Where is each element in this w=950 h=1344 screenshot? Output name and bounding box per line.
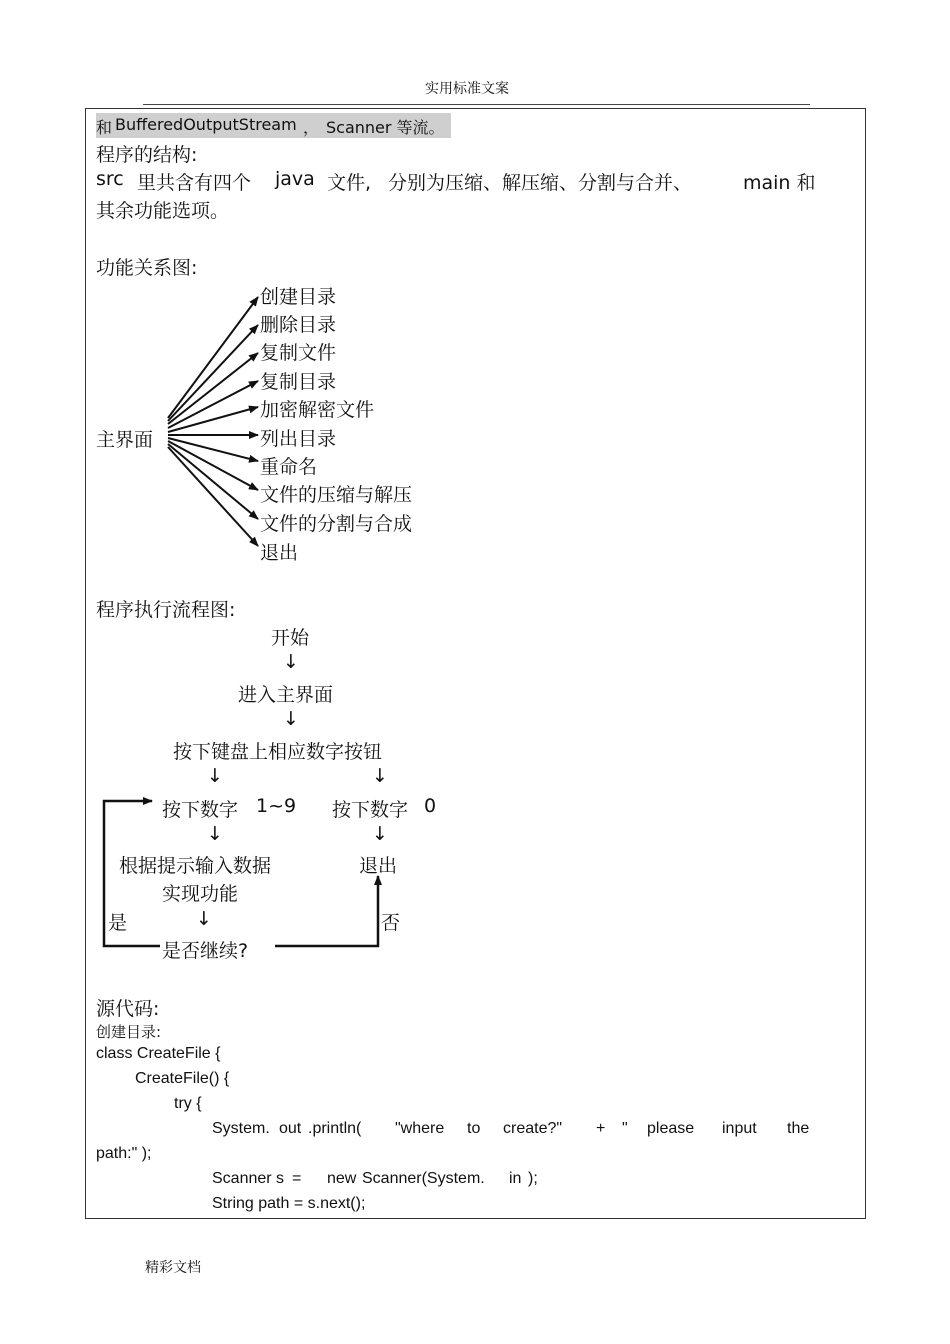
flow-input-data: 根据提示输入数据 bbox=[119, 855, 272, 877]
flow-heading: 程序执行流程图: bbox=[96, 599, 236, 621]
structure-text-a: 里共含有四个 bbox=[137, 172, 252, 194]
structure-line2: 其余功能选项。 bbox=[96, 200, 230, 222]
code-line-6-scanner: Scanner s bbox=[212, 1170, 285, 1187]
flow-realize: 实现功能 bbox=[162, 883, 239, 905]
code-line-5: path:" ); bbox=[96, 1145, 152, 1162]
code-line-6-in: in bbox=[509, 1170, 522, 1187]
relation-item-delete-dir: 删除目录 bbox=[260, 314, 337, 336]
relation-item-copy-file: 复制文件 bbox=[260, 342, 337, 364]
flow-arrow-4: ↓ bbox=[372, 765, 388, 787]
relation-item-create-dir: 创建目录 bbox=[260, 286, 337, 308]
flow-press-0-value: 0 bbox=[424, 795, 437, 817]
relation-item-encrypt: 加密解密文件 bbox=[260, 399, 375, 421]
flow-press-key: 按下键盘上相应数字按钮 bbox=[173, 741, 383, 763]
code-line-2: CreateFile() { bbox=[135, 1070, 230, 1087]
code-line-4-println: .println( bbox=[308, 1120, 362, 1137]
flow-press-19-value: 1~9 bbox=[256, 795, 297, 817]
flow-press-19-label: 按下数字 bbox=[162, 799, 239, 821]
page-footer: 精彩文档 bbox=[145, 1260, 201, 1276]
streams-scanner: Scanner 等流。 bbox=[326, 118, 445, 137]
code-line-4-input: input bbox=[722, 1120, 757, 1137]
code-line-4-create: create?" bbox=[503, 1120, 563, 1137]
relation-item-exit: 退出 bbox=[260, 542, 299, 564]
code-line-4-quote: " bbox=[622, 1120, 628, 1137]
code-line-7: String path = s.next(); bbox=[212, 1195, 366, 1212]
streams-he: 和 bbox=[96, 118, 113, 137]
flow-arrow-2: ↓ bbox=[283, 708, 299, 730]
relation-arrow-9 bbox=[168, 444, 258, 519]
structure-main: main 和 bbox=[743, 172, 816, 194]
code-line-4-plus: + bbox=[596, 1120, 606, 1137]
code-line-1: class CreateFile { bbox=[96, 1045, 221, 1062]
relation-item-rename: 重命名 bbox=[260, 456, 318, 478]
flow-arrow-7: ↓ bbox=[196, 908, 212, 930]
streams-comma: ， bbox=[303, 118, 320, 137]
relation-arrow-5 bbox=[168, 407, 258, 432]
code-line-6-equals: = bbox=[292, 1170, 302, 1187]
source-heading: 源代码: bbox=[96, 998, 160, 1020]
relation-arrow-1 bbox=[168, 297, 258, 418]
structure-heading: 程序的结构: bbox=[96, 144, 198, 166]
code-line-4-the: the bbox=[787, 1120, 810, 1137]
flow-yes-label: 是 bbox=[108, 912, 128, 934]
code-line-4-please: please bbox=[647, 1120, 695, 1137]
code-line-4-system: System. bbox=[212, 1120, 270, 1137]
flow-arrow-6: ↓ bbox=[372, 823, 388, 845]
relation-item-compress: 文件的压缩与解压 bbox=[260, 484, 413, 506]
code-line-4-where: "where bbox=[395, 1120, 445, 1137]
page-header-title: 实用标准文案 bbox=[425, 81, 509, 97]
flow-press-0-label: 按下数字 bbox=[332, 799, 409, 821]
code-line-4-to: to bbox=[467, 1120, 481, 1137]
relation-arrow-7 bbox=[168, 438, 258, 461]
flow-arrow-1: ↓ bbox=[283, 651, 299, 673]
flow-start: 开始 bbox=[271, 627, 310, 649]
code-line-6-close: ); bbox=[528, 1170, 538, 1187]
code-line-4-out: out bbox=[279, 1120, 302, 1137]
relation-item-list-dir: 列出目录 bbox=[260, 428, 337, 450]
code-line-3: try { bbox=[174, 1095, 202, 1112]
structure-java: java bbox=[275, 168, 315, 190]
source-sub-heading: 创建目录: bbox=[96, 1023, 162, 1041]
structure-text-b: 文件, bbox=[327, 172, 372, 194]
flow-no-branch bbox=[275, 876, 378, 946]
code-line-6-ctor: Scanner(System. bbox=[362, 1170, 485, 1187]
flow-enter-main: 进入主界面 bbox=[238, 684, 334, 706]
streams-buffered: BufferedOutputStream bbox=[115, 115, 297, 134]
flow-arrow-5: ↓ bbox=[207, 823, 223, 845]
relation-root: 主界面 bbox=[96, 429, 154, 451]
relation-heading: 功能关系图: bbox=[96, 257, 198, 279]
flow-exit: 退出 bbox=[359, 855, 398, 877]
flow-no-label: 否 bbox=[381, 912, 401, 934]
flow-continue: 是否继续? bbox=[162, 940, 249, 962]
code-line-6-new: new bbox=[327, 1170, 357, 1187]
structure-src: src bbox=[96, 168, 124, 190]
flow-arrow-3: ↓ bbox=[207, 765, 223, 787]
relation-arrow-2 bbox=[168, 325, 258, 421]
structure-text-c: 分别为压缩、解压缩、分割与合并、 bbox=[388, 172, 693, 194]
relation-item-copy-dir: 复制目录 bbox=[260, 371, 337, 393]
relation-arrow-10 bbox=[168, 447, 258, 546]
relation-item-split: 文件的分割与合成 bbox=[260, 513, 413, 535]
